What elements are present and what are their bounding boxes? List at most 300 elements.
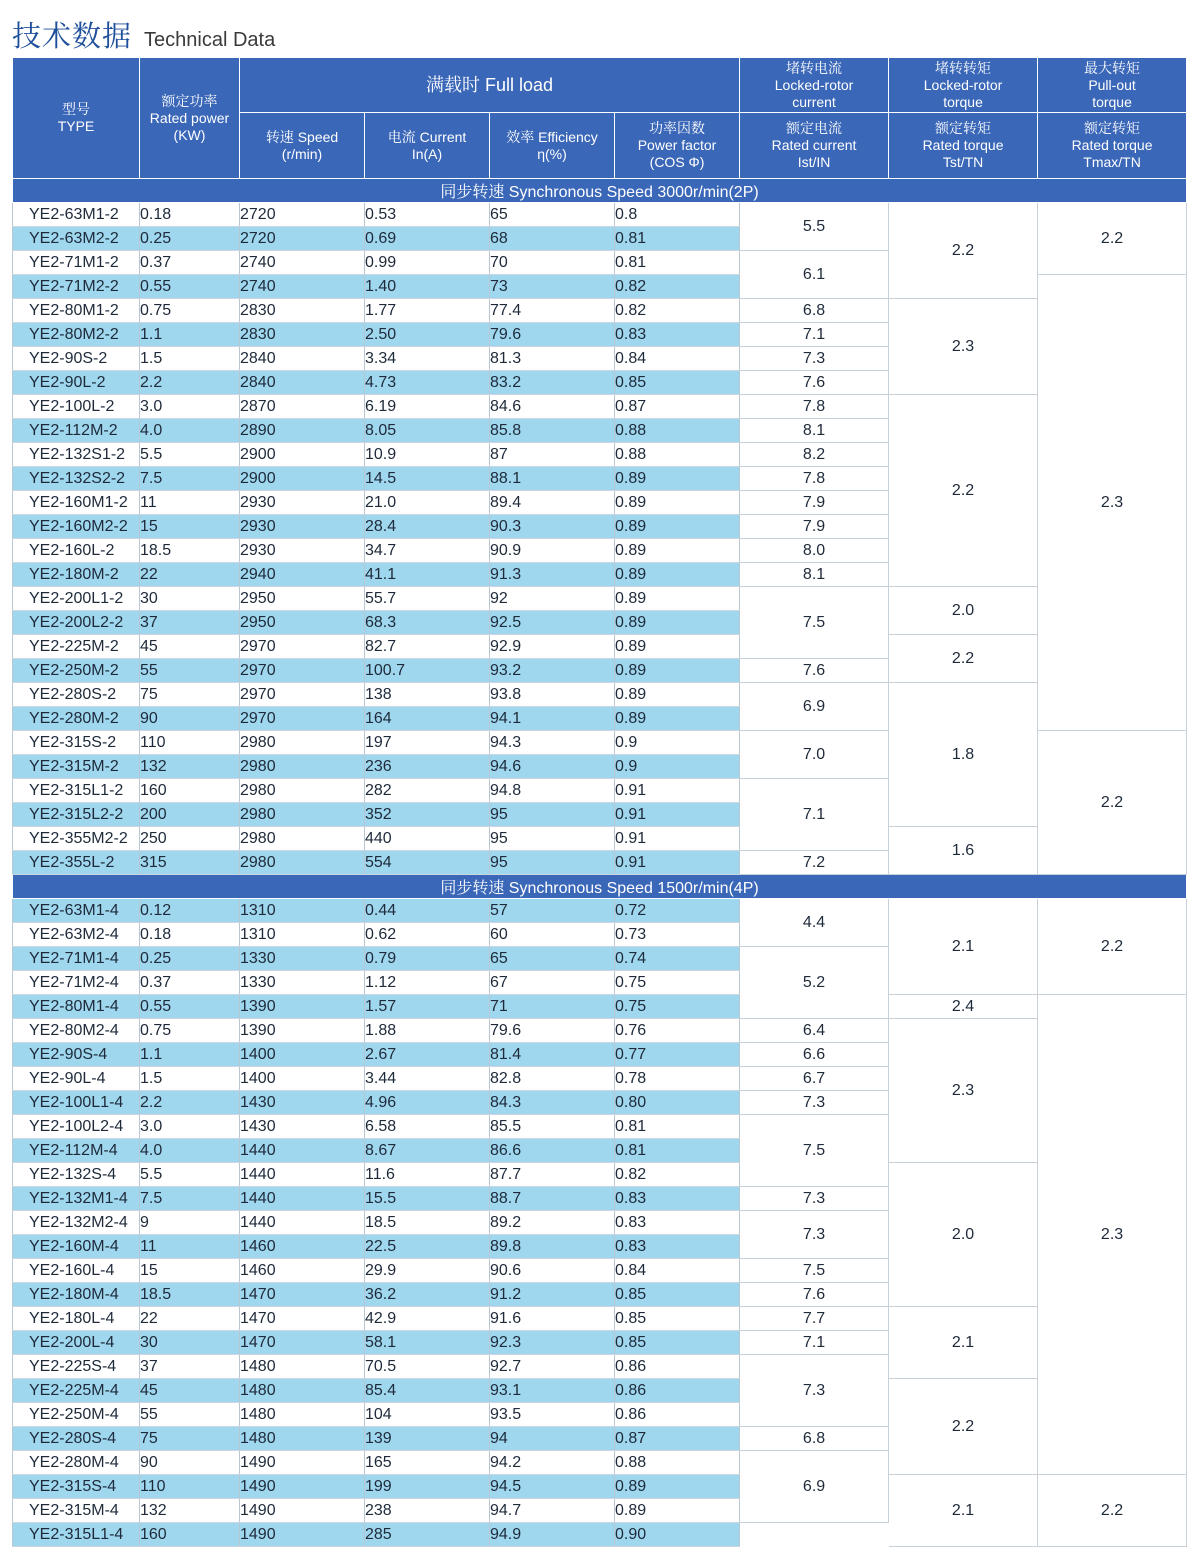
speed-cell: 1330 xyxy=(240,971,365,995)
power-cell: 11 xyxy=(140,1235,240,1259)
efficiency-cell: 92.3 xyxy=(490,1331,615,1355)
current-cell: 1.40 xyxy=(365,275,490,299)
efficiency-cell: 91.6 xyxy=(490,1307,615,1331)
speed-cell: 2840 xyxy=(240,371,365,395)
tst-ratio-cell: 2.4 xyxy=(889,995,1038,1019)
efficiency-cell: 93.2 xyxy=(490,659,615,683)
current-cell: 282 xyxy=(365,779,490,803)
power-cell: 5.5 xyxy=(140,443,240,467)
table-row xyxy=(13,395,1187,419)
current-cell: 85.4 xyxy=(365,1379,490,1403)
current-cell: 165 xyxy=(365,1451,490,1475)
header-locked-current-group: 堵转电流 Locked-rotor current xyxy=(740,58,889,113)
current-cell: 0.53 xyxy=(365,203,490,227)
power-cell: 3.0 xyxy=(140,1115,240,1139)
tmax-ratio-cell: 2.2 xyxy=(1038,899,1187,995)
speed-cell: 2740 xyxy=(240,275,365,299)
efficiency-cell: 79.6 xyxy=(490,323,615,347)
table-row xyxy=(13,635,1187,659)
type-cell: YE2-100L2-4 xyxy=(13,1115,140,1139)
ist-ratio-cell: 7.5 xyxy=(740,587,889,659)
speed-cell: 1330 xyxy=(240,947,365,971)
current-cell: 3.44 xyxy=(365,1067,490,1091)
type-cell: YE2-71M2-2 xyxy=(13,275,140,299)
current-cell: 8.67 xyxy=(365,1139,490,1163)
header-max-torque-sub: 额定转矩 Rated torque Tmax/TN xyxy=(1038,113,1187,179)
current-cell: 6.58 xyxy=(365,1115,490,1139)
current-cell: 104 xyxy=(365,1403,490,1427)
current-cell: 58.1 xyxy=(365,1331,490,1355)
ist-ratio-cell: 7.8 xyxy=(740,395,889,419)
power-factor-cell: 0.84 xyxy=(615,1259,740,1283)
power-factor-cell: 0.89 xyxy=(615,515,740,539)
speed-cell: 2950 xyxy=(240,611,365,635)
type-cell: YE2-355L-2 xyxy=(13,851,140,875)
table-row xyxy=(13,995,1187,1019)
current-cell: 3.34 xyxy=(365,347,490,371)
efficiency-cell: 93.1 xyxy=(490,1379,615,1403)
power-cell: 18.5 xyxy=(140,1283,240,1307)
type-cell: YE2-180M-4 xyxy=(13,1283,140,1307)
type-cell: YE2-80M1-4 xyxy=(13,995,140,1019)
power-cell: 110 xyxy=(140,731,240,755)
efficiency-cell: 87.7 xyxy=(490,1163,615,1187)
current-cell: 352 xyxy=(365,803,490,827)
ist-ratio-cell: 7.7 xyxy=(740,1307,889,1331)
current-cell: 29.9 xyxy=(365,1259,490,1283)
table-row xyxy=(13,587,1187,611)
type-cell: YE2-160L-4 xyxy=(13,1259,140,1283)
power-factor-cell: 0.90 xyxy=(615,1523,740,1547)
efficiency-cell: 95 xyxy=(490,803,615,827)
current-cell: 0.99 xyxy=(365,251,490,275)
power-cell: 1.5 xyxy=(140,1067,240,1091)
table-row xyxy=(13,1019,1187,1043)
type-cell: YE2-80M1-2 xyxy=(13,299,140,323)
efficiency-cell: 89.2 xyxy=(490,1211,615,1235)
power-factor-cell: 0.91 xyxy=(615,851,740,875)
current-cell: 14.5 xyxy=(365,467,490,491)
current-cell: 2.50 xyxy=(365,323,490,347)
power-cell: 37 xyxy=(140,611,240,635)
speed-cell: 1480 xyxy=(240,1403,365,1427)
current-cell: 0.62 xyxy=(365,923,490,947)
power-factor-cell: 0.91 xyxy=(615,779,740,803)
speed-cell: 1440 xyxy=(240,1211,365,1235)
current-cell: 0.79 xyxy=(365,947,490,971)
power-cell: 30 xyxy=(140,1331,240,1355)
efficiency-cell: 89.8 xyxy=(490,1235,615,1259)
efficiency-cell: 81.3 xyxy=(490,347,615,371)
efficiency-cell: 91.3 xyxy=(490,563,615,587)
power-cell: 45 xyxy=(140,1379,240,1403)
power-cell: 0.12 xyxy=(140,899,240,923)
tst-ratio-cell: 2.1 xyxy=(889,1475,1038,1547)
type-cell: YE2-90S-4 xyxy=(13,1043,140,1067)
ist-ratio-cell: 8.1 xyxy=(740,419,889,443)
power-factor-cell: 0.83 xyxy=(615,1187,740,1211)
efficiency-cell: 94.5 xyxy=(490,1475,615,1499)
current-cell: 36.2 xyxy=(365,1283,490,1307)
power-factor-cell: 0.9 xyxy=(615,755,740,779)
ist-ratio-cell: 7.3 xyxy=(740,1211,889,1259)
ist-ratio-cell: 7.9 xyxy=(740,491,889,515)
efficiency-cell: 83.2 xyxy=(490,371,615,395)
power-factor-cell: 0.8 xyxy=(615,203,740,227)
power-cell: 15 xyxy=(140,1259,240,1283)
efficiency-cell: 91.2 xyxy=(490,1283,615,1307)
speed-cell: 1490 xyxy=(240,1475,365,1499)
efficiency-cell: 95 xyxy=(490,851,615,875)
power-factor-cell: 0.85 xyxy=(615,1331,740,1355)
power-factor-cell: 0.88 xyxy=(615,443,740,467)
ist-ratio-cell: 6.9 xyxy=(740,683,889,731)
efficiency-cell: 84.3 xyxy=(490,1091,615,1115)
type-cell: YE2-315L2-2 xyxy=(13,803,140,827)
speed-cell: 2980 xyxy=(240,827,365,851)
current-cell: 18.5 xyxy=(365,1211,490,1235)
section-header-row xyxy=(13,179,1187,203)
current-cell: 1.57 xyxy=(365,995,490,1019)
table-row xyxy=(13,1379,1187,1403)
type-cell: YE2-200L-4 xyxy=(13,1331,140,1355)
speed-cell: 2970 xyxy=(240,635,365,659)
speed-cell: 1460 xyxy=(240,1235,365,1259)
efficiency-cell: 71 xyxy=(490,995,615,1019)
tst-ratio-cell: 2.1 xyxy=(889,899,1038,995)
power-cell: 1.1 xyxy=(140,1043,240,1067)
type-cell: YE2-71M1-4 xyxy=(13,947,140,971)
speed-cell: 2930 xyxy=(240,491,365,515)
current-cell: 22.5 xyxy=(365,1235,490,1259)
efficiency-cell: 94.8 xyxy=(490,779,615,803)
header-locked-current-sub: 额定电流 Rated current Ist/IN xyxy=(740,113,889,179)
current-cell: 4.73 xyxy=(365,371,490,395)
speed-cell: 1390 xyxy=(240,1019,365,1043)
current-cell: 0.44 xyxy=(365,899,490,923)
efficiency-cell: 88.1 xyxy=(490,467,615,491)
current-cell: 82.7 xyxy=(365,635,490,659)
efficiency-cell: 87 xyxy=(490,443,615,467)
power-factor-cell: 0.85 xyxy=(615,371,740,395)
power-cell: 18.5 xyxy=(140,539,240,563)
power-cell: 45 xyxy=(140,635,240,659)
power-factor-cell: 0.88 xyxy=(615,1451,740,1475)
efficiency-cell: 94.7 xyxy=(490,1499,615,1523)
current-cell: 15.5 xyxy=(365,1187,490,1211)
power-factor-cell: 0.89 xyxy=(615,491,740,515)
power-factor-cell: 0.89 xyxy=(615,1475,740,1499)
ist-ratio-cell: 7.3 xyxy=(740,1091,889,1115)
power-cell: 11 xyxy=(140,491,240,515)
power-factor-cell: 0.80 xyxy=(615,1091,740,1115)
speed-cell: 1490 xyxy=(240,1499,365,1523)
speed-cell: 2900 xyxy=(240,467,365,491)
efficiency-cell: 90.6 xyxy=(490,1259,615,1283)
power-factor-cell: 0.89 xyxy=(615,659,740,683)
power-cell: 0.37 xyxy=(140,971,240,995)
power-cell: 1.1 xyxy=(140,323,240,347)
power-factor-cell: 0.76 xyxy=(615,1019,740,1043)
type-cell: YE2-132S1-2 xyxy=(13,443,140,467)
current-cell: 1.12 xyxy=(365,971,490,995)
header-efficiency: 效率 Efficiency η(%) xyxy=(490,113,615,179)
current-cell: 28.4 xyxy=(365,515,490,539)
current-cell: 6.19 xyxy=(365,395,490,419)
current-cell: 236 xyxy=(365,755,490,779)
speed-cell: 2970 xyxy=(240,683,365,707)
type-cell: YE2-100L-2 xyxy=(13,395,140,419)
power-cell: 160 xyxy=(140,779,240,803)
speed-cell: 2870 xyxy=(240,395,365,419)
speed-cell: 1470 xyxy=(240,1283,365,1307)
ist-ratio-cell: 7.8 xyxy=(740,467,889,491)
power-cell: 0.75 xyxy=(140,299,240,323)
power-factor-cell: 0.89 xyxy=(615,587,740,611)
efficiency-cell: 94 xyxy=(490,1427,615,1451)
efficiency-cell: 77.4 xyxy=(490,299,615,323)
speed-cell: 1310 xyxy=(240,899,365,923)
efficiency-cell: 82.8 xyxy=(490,1067,615,1091)
type-cell: YE2-225M-4 xyxy=(13,1379,140,1403)
efficiency-cell: 95 xyxy=(490,827,615,851)
power-factor-cell: 0.91 xyxy=(615,827,740,851)
ist-ratio-cell: 6.1 xyxy=(740,251,889,299)
type-cell: YE2-90L-2 xyxy=(13,371,140,395)
power-factor-cell: 0.82 xyxy=(615,275,740,299)
speed-cell: 1390 xyxy=(240,995,365,1019)
power-factor-cell: 0.81 xyxy=(615,227,740,251)
speed-cell: 2890 xyxy=(240,419,365,443)
efficiency-cell: 90.9 xyxy=(490,539,615,563)
power-cell: 200 xyxy=(140,803,240,827)
tmax-ratio-cell: 2.2 xyxy=(1038,1475,1187,1547)
type-cell: YE2-71M1-2 xyxy=(13,251,140,275)
efficiency-cell: 81.4 xyxy=(490,1043,615,1067)
type-cell: YE2-160M2-2 xyxy=(13,515,140,539)
speed-cell: 1480 xyxy=(240,1355,365,1379)
power-factor-cell: 0.89 xyxy=(615,683,740,707)
ist-ratio-cell: 8.2 xyxy=(740,443,889,467)
power-cell: 75 xyxy=(140,1427,240,1451)
header-current: 电流 Current In(A) xyxy=(365,113,490,179)
current-cell: 197 xyxy=(365,731,490,755)
tmax-ratio-cell: 2.2 xyxy=(1038,731,1187,875)
table-row xyxy=(13,683,1187,707)
section-title: 同步转速 Synchronous Speed 1500r/min(4P) xyxy=(13,875,1187,899)
power-factor-cell: 0.89 xyxy=(615,467,740,491)
power-factor-cell: 0.83 xyxy=(615,323,740,347)
tst-ratio-cell: 2.0 xyxy=(889,587,1038,635)
type-cell: YE2-160L-2 xyxy=(13,539,140,563)
ist-ratio-cell: 7.3 xyxy=(740,1187,889,1211)
speed-cell: 2980 xyxy=(240,803,365,827)
table-row xyxy=(13,1163,1187,1187)
speed-cell: 1310 xyxy=(240,923,365,947)
current-cell: 2.67 xyxy=(365,1043,490,1067)
power-factor-cell: 0.85 xyxy=(615,1283,740,1307)
speed-cell: 2930 xyxy=(240,515,365,539)
title-chinese: 技术数据 xyxy=(12,21,133,53)
efficiency-cell: 70 xyxy=(490,251,615,275)
power-cell: 132 xyxy=(140,1499,240,1523)
header-power: 额定功率 Rated power (KW) xyxy=(140,58,240,179)
ist-ratio-cell: 7.5 xyxy=(740,1115,889,1187)
ist-ratio-cell: 8.0 xyxy=(740,539,889,563)
power-factor-cell: 0.72 xyxy=(615,899,740,923)
power-factor-cell: 0.87 xyxy=(615,395,740,419)
power-factor-cell: 0.81 xyxy=(615,1139,740,1163)
power-factor-cell: 0.73 xyxy=(615,923,740,947)
type-cell: YE2-280S-2 xyxy=(13,683,140,707)
efficiency-cell: 92.9 xyxy=(490,635,615,659)
title-english: Technical Data xyxy=(144,29,276,51)
power-cell: 7.5 xyxy=(140,467,240,491)
speed-cell: 2970 xyxy=(240,707,365,731)
header-max-torque-group: 最大转矩 Pull-out torque xyxy=(1038,58,1187,113)
efficiency-cell: 60 xyxy=(490,923,615,947)
speed-cell: 2980 xyxy=(240,851,365,875)
power-cell: 15 xyxy=(140,515,240,539)
power-factor-cell: 0.78 xyxy=(615,1067,740,1091)
ist-ratio-cell: 7.0 xyxy=(740,731,889,779)
power-factor-cell: 0.89 xyxy=(615,539,740,563)
power-cell: 0.55 xyxy=(140,275,240,299)
efficiency-cell: 73 xyxy=(490,275,615,299)
speed-cell: 1490 xyxy=(240,1451,365,1475)
power-cell: 90 xyxy=(140,1451,240,1475)
power-cell: 0.25 xyxy=(140,227,240,251)
power-factor-cell: 0.89 xyxy=(615,563,740,587)
table-body xyxy=(13,58,1187,1547)
power-factor-cell: 0.89 xyxy=(615,707,740,731)
tst-ratio-cell: 2.0 xyxy=(889,1163,1038,1307)
power-cell: 0.75 xyxy=(140,1019,240,1043)
efficiency-cell: 79.6 xyxy=(490,1019,615,1043)
table-row xyxy=(13,1307,1187,1331)
ist-ratio-cell: 7.3 xyxy=(740,347,889,371)
efficiency-cell: 68 xyxy=(490,227,615,251)
type-cell: YE2-315M-4 xyxy=(13,1499,140,1523)
type-cell: YE2-355M2-2 xyxy=(13,827,140,851)
tst-ratio-cell: 2.1 xyxy=(889,1307,1038,1379)
power-cell: 250 xyxy=(140,827,240,851)
power-cell: 0.18 xyxy=(140,923,240,947)
efficiency-cell: 94.9 xyxy=(490,1523,615,1547)
type-cell: YE2-80M2-2 xyxy=(13,323,140,347)
speed-cell: 2830 xyxy=(240,323,365,347)
ist-ratio-cell: 5.2 xyxy=(740,947,889,1019)
efficiency-cell: 94.2 xyxy=(490,1451,615,1475)
power-cell: 132 xyxy=(140,755,240,779)
speed-cell: 2740 xyxy=(240,251,365,275)
speed-cell: 2720 xyxy=(240,203,365,227)
speed-cell: 1400 xyxy=(240,1043,365,1067)
ist-ratio-cell: 8.1 xyxy=(740,563,889,587)
power-cell: 110 xyxy=(140,1475,240,1499)
ist-ratio-cell: 6.4 xyxy=(740,1019,889,1043)
speed-cell: 1400 xyxy=(240,1067,365,1091)
current-cell: 138 xyxy=(365,683,490,707)
ist-ratio-cell: 7.1 xyxy=(740,323,889,347)
table-row xyxy=(13,827,1187,851)
current-cell: 55.7 xyxy=(365,587,490,611)
power-cell: 22 xyxy=(140,563,240,587)
current-cell: 10.9 xyxy=(365,443,490,467)
table-row xyxy=(13,203,1187,227)
power-cell: 90 xyxy=(140,707,240,731)
page-title xyxy=(12,14,275,54)
current-cell: 285 xyxy=(365,1523,490,1547)
power-factor-cell: 0.86 xyxy=(615,1379,740,1403)
power-factor-cell: 0.77 xyxy=(615,1043,740,1067)
efficiency-cell: 86.6 xyxy=(490,1139,615,1163)
efficiency-cell: 89.4 xyxy=(490,491,615,515)
current-cell: 0.69 xyxy=(365,227,490,251)
type-cell: YE2-100L1-4 xyxy=(13,1091,140,1115)
power-cell: 2.2 xyxy=(140,371,240,395)
type-cell: YE2-280M-4 xyxy=(13,1451,140,1475)
power-cell: 75 xyxy=(140,683,240,707)
type-cell: YE2-90S-2 xyxy=(13,347,140,371)
header-row-top xyxy=(13,58,1187,113)
efficiency-cell: 94.6 xyxy=(490,755,615,779)
current-cell: 41.1 xyxy=(365,563,490,587)
current-cell: 554 xyxy=(365,851,490,875)
efficiency-cell: 94.3 xyxy=(490,731,615,755)
power-cell: 0.37 xyxy=(140,251,240,275)
tmax-ratio-cell: 2.2 xyxy=(1038,203,1187,275)
type-cell: YE2-315M-2 xyxy=(13,755,140,779)
type-cell: YE2-315L1-4 xyxy=(13,1523,140,1547)
ist-ratio-cell: 5.5 xyxy=(740,203,889,251)
power-cell: 9 xyxy=(140,1211,240,1235)
type-cell: YE2-250M-2 xyxy=(13,659,140,683)
current-cell: 8.05 xyxy=(365,419,490,443)
ist-ratio-cell: 7.9 xyxy=(740,515,889,539)
power-factor-cell: 0.89 xyxy=(615,611,740,635)
header-type: 型号 TYPE xyxy=(13,58,140,179)
power-cell: 315 xyxy=(140,851,240,875)
type-cell: YE2-250M-4 xyxy=(13,1403,140,1427)
efficiency-cell: 90.3 xyxy=(490,515,615,539)
efficiency-cell: 88.7 xyxy=(490,1187,615,1211)
ist-ratio-cell: 7.6 xyxy=(740,1283,889,1307)
type-cell: YE2-280M-2 xyxy=(13,707,140,731)
current-cell: 1.88 xyxy=(365,1019,490,1043)
power-factor-cell: 0.88 xyxy=(615,419,740,443)
power-factor-cell: 0.83 xyxy=(615,1211,740,1235)
power-factor-cell: 0.75 xyxy=(615,995,740,1019)
tmax-ratio-cell: 2.3 xyxy=(1038,995,1187,1475)
power-factor-cell: 0.89 xyxy=(615,1499,740,1523)
speed-cell: 2930 xyxy=(240,539,365,563)
type-cell: YE2-132S2-2 xyxy=(13,467,140,491)
current-cell: 21.0 xyxy=(365,491,490,515)
ist-ratio-cell: 6.6 xyxy=(740,1043,889,1067)
power-cell: 22 xyxy=(140,1307,240,1331)
ist-ratio-cell: 7.6 xyxy=(740,371,889,395)
current-cell: 440 xyxy=(365,827,490,851)
speed-cell: 1440 xyxy=(240,1187,365,1211)
current-cell: 100.7 xyxy=(365,659,490,683)
header-full-load: 满载时 Full load xyxy=(240,58,740,113)
header-power-factor: 功率因数 Power factor (COS Φ) xyxy=(615,113,740,179)
ist-ratio-cell: 7.2 xyxy=(740,851,889,875)
power-factor-cell: 0.86 xyxy=(615,1403,740,1427)
technical-data-table xyxy=(12,57,1187,1547)
section-title: 同步转速 Synchronous Speed 3000r/min(2P) xyxy=(13,179,1187,203)
